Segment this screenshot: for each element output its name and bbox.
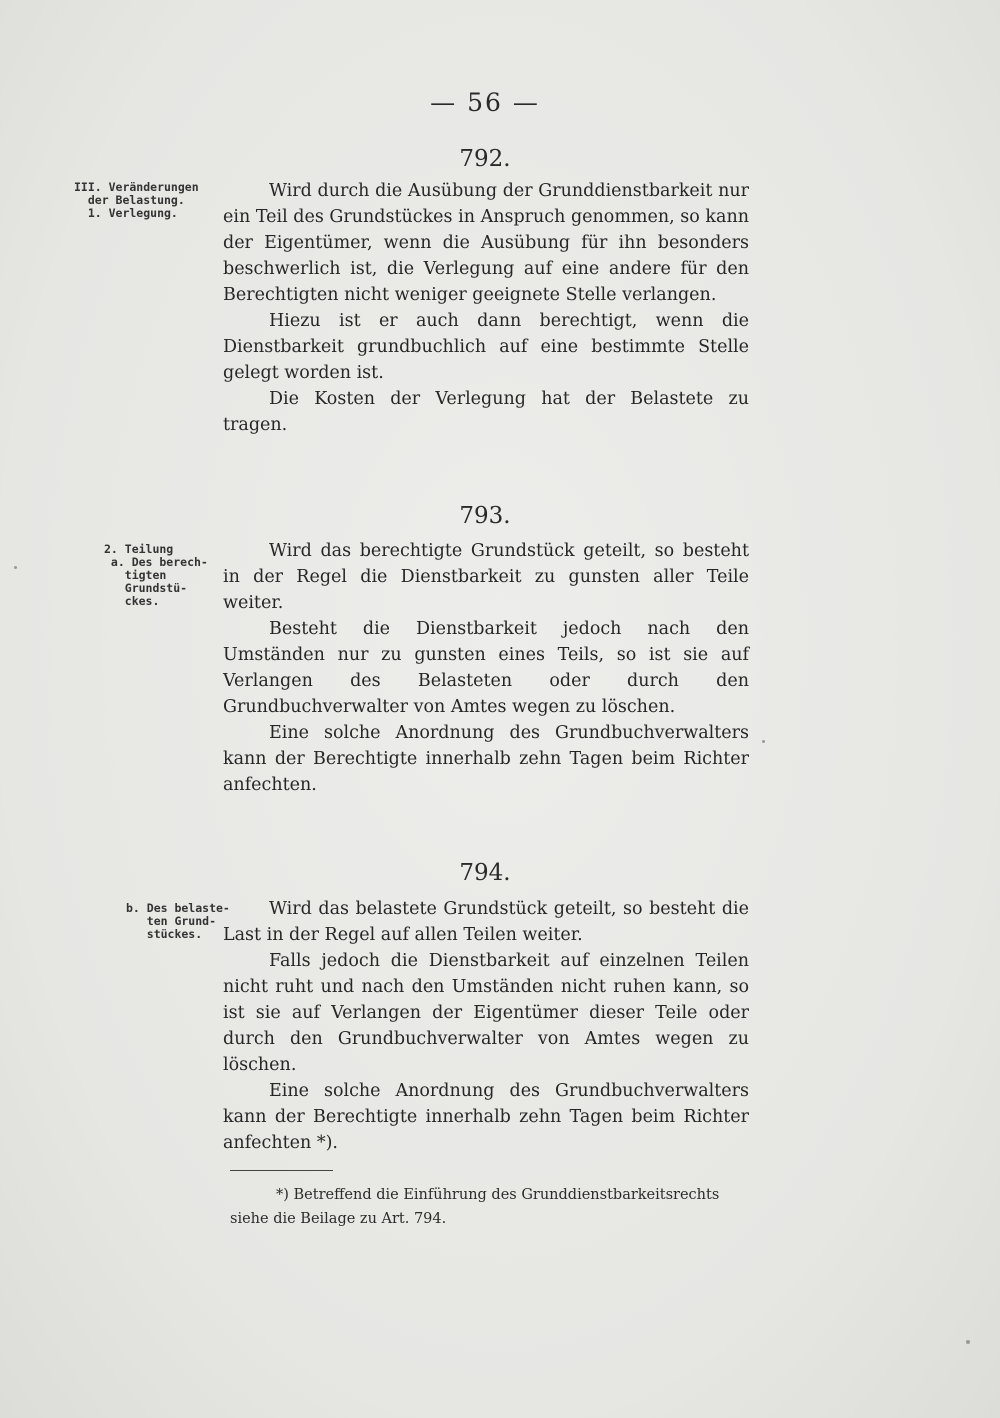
article-793-paragraph-3: Eine solche Anordnung des Grundbuchverwalters kann der Berechtigte innerhalb zehn Tagen beim Richter anfechten. [223, 723, 749, 795]
article-792-paragraph-1: Wird durch die Ausübung der Grunddienstbarkeit nur ein Teil des Grundstückes in Anspruch genommen, so kann der Eigentümer, wenn die Ausübung für ihn besonders beschwerlich ist, die Verlegung auf eine andere für den Berechtigten nicht weniger geeignete Stelle verlangen. [223, 181, 749, 305]
article-793-text [223, 538, 749, 798]
article-number-793: 793. [459, 503, 511, 529]
article-793-paragraph-2: Besteht die Dienstbarkeit jedoch nach den Umständen nur zu gunsten eines Teils, so ist sie auf Verlangen des Belasteten oder durch den Grundbuchverwalter von Amtes wegen zu löschen. [223, 619, 749, 717]
article-794-text [223, 896, 749, 1156]
article-792-paragraph-2: Hiezu ist er auch dann berechtigt, wenn die Dienstbarkeit grundbuchlich auf eine bestimmte Stelle gelegt worden ist. [223, 311, 749, 383]
article-number-794: 794. [459, 860, 511, 886]
scan-speck [966, 1340, 970, 1344]
article-793-paragraph-1: Wird das berechtigte Grundstück geteilt, so besteht in der Regel die Dienstbarkeit zu gunsten aller Teile weiter. [223, 541, 749, 613]
page-number: — 56 — [430, 88, 540, 117]
article-792-paragraph-3: Die Kosten der Verlegung hat der Belastete zu tragen. [223, 389, 749, 435]
article-794-paragraph-3: Eine solche Anordnung des Grundbuchverwalters kann der Berechtigte innerhalb zehn Tagen beim Richter anfechten *). [223, 1081, 749, 1153]
margin-note-teilung-berechtigten: 2. Teilung a. Des berech- tigten Grundstü- ckes. [104, 542, 208, 608]
article-number-792: 792. [459, 146, 511, 172]
footnote-rule [230, 1170, 333, 1171]
article-792-text [223, 178, 749, 438]
scan-speck [14, 566, 17, 569]
scan-speck [762, 740, 765, 743]
footnote: *) Betreffend die Einführung des Grunddienstbarkeitsrechts siehe die Beilage zu Art. 794. [230, 1187, 720, 1227]
margin-note-verlegung: III. Veränderungen der Belastung. 1. Verlegung. [74, 180, 199, 220]
margin-note-belasteten: b. Des belaste- ten Grund- stückes. [126, 901, 230, 941]
article-794-paragraph-2: Falls jedoch die Dienstbarkeit auf einzelnen Teilen nicht ruht und nach den Umständen nicht ruhen kann, so ist sie auf Verlangen der Eigentümer dieser Teile oder durch den Grundbuchverwalter von Amtes wegen zu löschen. [223, 951, 749, 1075]
article-794-paragraph-1: Wird das belastete Grundstück geteilt, so besteht die Last in der Regel auf allen Teilen weiter. [223, 899, 749, 945]
